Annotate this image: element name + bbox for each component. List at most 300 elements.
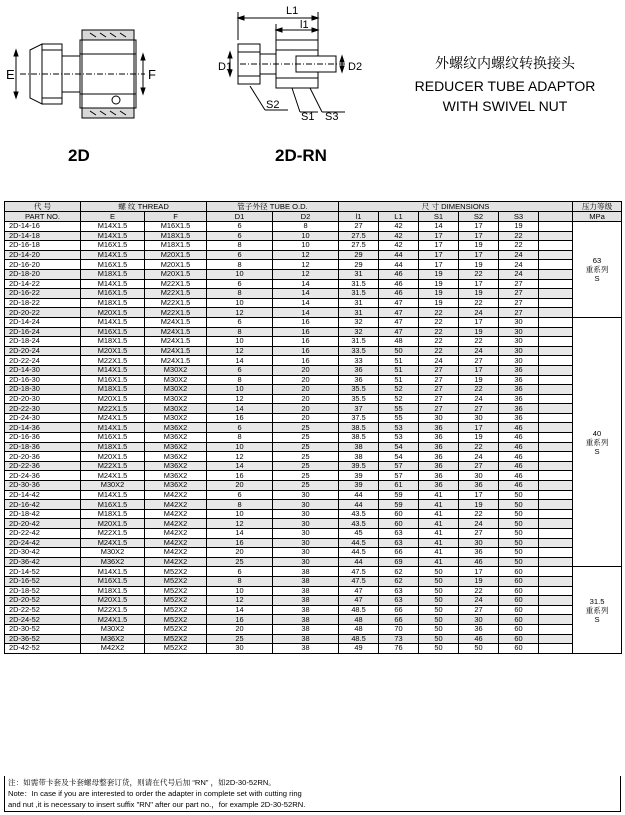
table-cell: 48.5 — [339, 634, 379, 644]
table-row — [5, 442, 622, 452]
table-cell: 46 — [499, 452, 539, 462]
blank-cell — [539, 461, 573, 471]
table-cell: 38.5 — [339, 433, 379, 443]
table-cell: 25 — [273, 442, 339, 452]
table-cell: 50 — [499, 490, 539, 500]
header-s2: S2 — [459, 212, 499, 222]
pressure-series: S — [594, 273, 600, 283]
part-number-cell: 2D-20-42 — [5, 519, 81, 529]
table-cell: 30 — [499, 317, 539, 327]
table-cell: 27 — [459, 356, 499, 366]
table-cell: 50 — [499, 548, 539, 558]
blank-cell — [539, 529, 573, 539]
table-cell: 33.5 — [339, 346, 379, 356]
table-cell: 44 — [379, 250, 419, 260]
table-cell: 17 — [419, 231, 459, 241]
table-cell: 27 — [499, 289, 539, 299]
table-cell: M42X2 — [145, 490, 207, 500]
table-cell: M24X1.5 — [145, 337, 207, 347]
table-cell: 57 — [379, 471, 419, 481]
table-row — [5, 356, 622, 366]
table-cell: M18X1.5 — [81, 385, 145, 395]
table-row — [5, 500, 622, 510]
blank-cell — [539, 337, 573, 347]
blank-cell — [539, 250, 573, 260]
table-cell: M22X1.5 — [81, 605, 145, 615]
blank-cell — [539, 404, 573, 414]
blank-cell — [539, 222, 573, 232]
table-cell: 45 — [339, 529, 379, 539]
table-cell: 60 — [499, 567, 539, 577]
blank-cell — [539, 279, 573, 289]
table-cell: M14X1.5 — [81, 490, 145, 500]
table-cell: M30X2 — [145, 385, 207, 395]
table-cell: 14 — [419, 222, 459, 232]
table-cell: 27 — [339, 222, 379, 232]
table-cell: 46 — [379, 269, 419, 279]
table-cell: 59 — [379, 500, 419, 510]
table-cell: M16X1.5 — [81, 375, 145, 385]
table-cell: 29 — [339, 250, 379, 260]
table-cell: 12 — [207, 452, 273, 462]
table-row — [5, 481, 622, 491]
table-cell: 27 — [499, 308, 539, 318]
table-cell: 57 — [379, 461, 419, 471]
table-cell: M52X2 — [145, 596, 207, 606]
table-cell: 54 — [379, 442, 419, 452]
blank-cell — [539, 346, 573, 356]
table-cell: M18X1.5 — [81, 586, 145, 596]
table-cell: 30 — [499, 346, 539, 356]
blank-cell — [539, 576, 573, 586]
table-cell: M14X1.5 — [81, 222, 145, 232]
table-cell: 60 — [499, 586, 539, 596]
table-cell: 10 — [207, 385, 273, 395]
dim-f-label: F — [148, 67, 156, 82]
table-cell: 36 — [499, 413, 539, 423]
blank-cell — [539, 289, 573, 299]
dim-s3-label: S3 — [325, 111, 339, 123]
table-cell: 12 — [207, 394, 273, 404]
table-cell: 27.5 — [339, 231, 379, 241]
table-cell: 36 — [459, 481, 499, 491]
table-cell: M52X2 — [145, 615, 207, 625]
table-cell: 6 — [207, 490, 273, 500]
table-cell: 22 — [459, 269, 499, 279]
table-row — [5, 327, 622, 337]
table-cell: 8 — [207, 500, 273, 510]
table-cell: 42 — [379, 231, 419, 241]
table-cell: M42X2 — [145, 519, 207, 529]
table-cell: 50 — [419, 586, 459, 596]
table-cell: M24X1.5 — [145, 327, 207, 337]
blank-cell — [539, 500, 573, 510]
table-cell: 31.5 — [339, 337, 379, 347]
pressure-series: S — [594, 446, 600, 456]
table-cell: M18X1.5 — [145, 231, 207, 241]
pressure-series: S — [594, 614, 600, 624]
part-number-cell: 2D-20-52 — [5, 596, 81, 606]
part-number-cell: 2D-16-36 — [5, 433, 81, 443]
table-cell: 16 — [273, 317, 339, 327]
table-cell: 19 — [459, 433, 499, 443]
table-cell: 19 — [459, 241, 499, 251]
table-row — [5, 461, 622, 471]
table-cell: 41 — [419, 519, 459, 529]
table-cell: 22 — [419, 317, 459, 327]
table-cell: M20X1.5 — [81, 346, 145, 356]
table-cell: 25 — [207, 634, 273, 644]
table-cell: 53 — [379, 423, 419, 433]
table-cell: 27 — [499, 298, 539, 308]
table-cell: M30X2 — [145, 404, 207, 414]
part-number-cell: 2D-24-42 — [5, 538, 81, 548]
table-cell: 6 — [207, 222, 273, 232]
header-s1: S1 — [419, 212, 459, 222]
header-blank — [539, 212, 573, 222]
table-cell: 22 — [459, 509, 499, 519]
header-d2: D2 — [273, 212, 339, 222]
table-cell: 14 — [273, 289, 339, 299]
table-cell: 38.5 — [339, 423, 379, 433]
table-cell: 36 — [499, 385, 539, 395]
table-cell: 46 — [379, 279, 419, 289]
table-cell: 62 — [379, 567, 419, 577]
table-cell: 22 — [459, 442, 499, 452]
blank-cell — [539, 509, 573, 519]
table-cell: 14 — [207, 529, 273, 539]
table-row — [5, 289, 622, 299]
table-cell: M16X1.5 — [81, 433, 145, 443]
table-cell: 63 — [379, 538, 419, 548]
table-cell: 6 — [207, 231, 273, 241]
blank-cell — [539, 452, 573, 462]
table-cell: 43.5 — [339, 509, 379, 519]
table-cell: 73 — [379, 634, 419, 644]
table-cell: 50 — [419, 615, 459, 625]
part-number-cell: 2D-20-30 — [5, 394, 81, 404]
table-cell: 50 — [379, 346, 419, 356]
blank-cell — [539, 365, 573, 375]
table-cell: M18X1.5 — [81, 442, 145, 452]
table-cell: M22X1.5 — [81, 461, 145, 471]
header-f: F — [145, 212, 207, 222]
table-cell: 31 — [339, 269, 379, 279]
part-number-cell: 2D-30-42 — [5, 548, 81, 558]
table-cell: 19 — [419, 269, 459, 279]
table-cell: M52X2 — [145, 624, 207, 634]
part-number-cell: 2D-14-18 — [5, 231, 81, 241]
table-cell: 19 — [499, 222, 539, 232]
table-cell: 14 — [207, 404, 273, 414]
table-cell: M52X2 — [145, 576, 207, 586]
header-row-1 — [5, 202, 622, 212]
blank-cell — [539, 231, 573, 241]
table-cell: 30 — [459, 413, 499, 423]
table-cell: 17 — [459, 567, 499, 577]
table-cell: 62 — [379, 576, 419, 586]
table-cell: 20 — [273, 385, 339, 395]
table-cell: M14X1.5 — [81, 317, 145, 327]
note-english-line2: and nut ,it is necessary to insert suffix "RN" after our part no.，for example 2D-30-52RN. — [8, 800, 306, 809]
table-cell: 30 — [459, 471, 499, 481]
table-cell: 22 — [499, 241, 539, 251]
table-cell: 16 — [207, 538, 273, 548]
table-cell: 10 — [207, 337, 273, 347]
table-cell: 44 — [339, 557, 379, 567]
table-cell: 24 — [459, 452, 499, 462]
table-cell: 70 — [379, 624, 419, 634]
table-row — [5, 308, 622, 318]
table-cell: M20X1.5 — [145, 250, 207, 260]
table-cell: 17 — [459, 231, 499, 241]
table-cell: M42X2 — [145, 500, 207, 510]
part-number-cell: 2D-24-52 — [5, 615, 81, 625]
part-number-cell: 2D-16-52 — [5, 576, 81, 586]
table-cell: M52X2 — [145, 605, 207, 615]
blank-cell — [539, 260, 573, 270]
table-cell: 47.5 — [339, 567, 379, 577]
table-cell: 50 — [419, 567, 459, 577]
table-cell: 37.5 — [339, 413, 379, 423]
part-number-cell: 2D-42-52 — [5, 644, 81, 654]
table-cell: 10 — [273, 231, 339, 241]
table-cell: 38 — [273, 634, 339, 644]
blank-cell — [539, 490, 573, 500]
table-row — [5, 605, 622, 615]
blank-cell — [539, 615, 573, 625]
part-number-cell: 2D-16-20 — [5, 260, 81, 270]
table-cell: 38 — [273, 567, 339, 577]
table-cell: 60 — [499, 644, 539, 654]
table-cell: M16X1.5 — [81, 289, 145, 299]
table-cell: 54 — [379, 452, 419, 462]
blank-cell — [539, 596, 573, 606]
blank-cell — [539, 586, 573, 596]
table-cell: 50 — [499, 529, 539, 539]
table-cell: M36X2 — [145, 461, 207, 471]
table-cell: 61 — [379, 481, 419, 491]
table-cell: 60 — [379, 509, 419, 519]
table-cell: M42X2 — [81, 644, 145, 654]
table-cell: 16 — [273, 337, 339, 347]
table-cell: 30 — [273, 519, 339, 529]
table-cell: M22X1.5 — [81, 356, 145, 366]
table-cell: 20 — [273, 365, 339, 375]
part-number-cell: 2D-22-42 — [5, 529, 81, 539]
table-cell: 20 — [207, 624, 273, 634]
table-cell: 17 — [459, 365, 499, 375]
table-cell: 30 — [499, 337, 539, 347]
table-cell: 12 — [273, 269, 339, 279]
table-cell: 8 — [207, 241, 273, 251]
table-cell: M52X2 — [145, 634, 207, 644]
table-row — [5, 624, 622, 634]
table-cell: M42X2 — [145, 548, 207, 558]
blank-cell — [539, 442, 573, 452]
table-cell: 52 — [379, 385, 419, 395]
table-cell: 39.5 — [339, 461, 379, 471]
table-row — [5, 596, 622, 606]
table-cell: 36 — [419, 461, 459, 471]
blank-cell — [539, 548, 573, 558]
table-cell: 50 — [419, 605, 459, 615]
table-cell: M36X2 — [81, 634, 145, 644]
table-cell: M18X1.5 — [81, 269, 145, 279]
table-cell: 49 — [339, 644, 379, 654]
table-cell: M36X2 — [145, 481, 207, 491]
table-cell: 6 — [207, 250, 273, 260]
table-cell: 27 — [459, 404, 499, 414]
table-row — [5, 394, 622, 404]
table-cell: 48 — [379, 337, 419, 347]
table-cell: 17 — [419, 250, 459, 260]
table-cell: 17 — [419, 260, 459, 270]
header-e: E — [81, 212, 145, 222]
table-cell: 22 — [459, 337, 499, 347]
table-cell: 60 — [499, 605, 539, 615]
table-cell: 46 — [499, 442, 539, 452]
part-number-cell: 2D-18-52 — [5, 586, 81, 596]
table-cell: M14X1.5 — [81, 231, 145, 241]
table-row — [5, 413, 622, 423]
table-cell: 24 — [459, 346, 499, 356]
table-cell: 32 — [339, 317, 379, 327]
table-row — [5, 519, 622, 529]
table-cell: 43.5 — [339, 519, 379, 529]
pressure-class-cell — [573, 567, 622, 653]
dim-d2-label: D2 — [348, 61, 363, 73]
table-cell: M16X1.5 — [81, 241, 145, 251]
table-cell: 32 — [339, 327, 379, 337]
pressure-cn: 重系列 — [585, 264, 609, 274]
table-cell: 69 — [379, 557, 419, 567]
table-cell: 20 — [273, 404, 339, 414]
table-cell: 14 — [273, 298, 339, 308]
table-cell: 27 — [419, 404, 459, 414]
blank-cell — [539, 644, 573, 654]
table-row — [5, 452, 622, 462]
table-cell: 19 — [419, 289, 459, 299]
table-cell: M20X1.5 — [81, 308, 145, 318]
table-cell: M42X2 — [145, 509, 207, 519]
table-cell: 39 — [339, 471, 379, 481]
table-cell: M20X1.5 — [81, 394, 145, 404]
table-row — [5, 576, 622, 586]
table-cell: M24X1.5 — [145, 356, 207, 366]
table-cell: 55 — [379, 404, 419, 414]
table-cell: 44.5 — [339, 548, 379, 558]
table-cell: 10 — [207, 298, 273, 308]
table-cell: 31.5 — [339, 289, 379, 299]
table-cell: 10 — [207, 442, 273, 452]
table-cell: 36 — [419, 442, 459, 452]
table-cell: 50 — [419, 596, 459, 606]
table-cell: 17 — [459, 317, 499, 327]
table-cell: 30 — [459, 538, 499, 548]
table-cell: 38 — [273, 586, 339, 596]
table-cell: 47.5 — [339, 576, 379, 586]
table-cell: 50 — [499, 519, 539, 529]
part-number-cell: 2D-14-16 — [5, 222, 81, 232]
table-cell: 29 — [339, 260, 379, 270]
table-cell: M16X1.5 — [81, 500, 145, 510]
table-cell: 16 — [207, 471, 273, 481]
table-cell: M36X2 — [145, 433, 207, 443]
table-cell: M30X2 — [145, 365, 207, 375]
blank-cell — [539, 605, 573, 615]
table-cell: 60 — [499, 615, 539, 625]
table-cell: 17 — [459, 222, 499, 232]
table-cell: 14 — [207, 356, 273, 366]
table-cell: 50 — [459, 644, 499, 654]
table-cell: 22 — [459, 298, 499, 308]
table-cell: 16 — [273, 327, 339, 337]
table-cell: 19 — [419, 279, 459, 289]
table-cell: 46 — [499, 433, 539, 443]
table-cell: 19 — [459, 576, 499, 586]
table-cell: M24X1.5 — [81, 471, 145, 481]
table-cell: 20 — [273, 375, 339, 385]
pressure-value: 40 — [592, 428, 602, 438]
table-cell: 25 — [273, 481, 339, 491]
part-number-cell: 2D-16-22 — [5, 289, 81, 299]
table-cell: 8 — [207, 433, 273, 443]
table-row — [5, 586, 622, 596]
header-part-cn: 代 号 — [5, 202, 81, 212]
blank-cell — [539, 394, 573, 404]
table-cell: M14X1.5 — [81, 250, 145, 260]
table-cell: 31.5 — [339, 279, 379, 289]
table-cell: 27.5 — [339, 241, 379, 251]
table-row — [5, 375, 622, 385]
table-cell: 46 — [499, 471, 539, 481]
table-cell: M20X1.5 — [81, 519, 145, 529]
table-cell: 16 — [273, 356, 339, 366]
table-cell: M52X2 — [145, 586, 207, 596]
table-cell: 46 — [379, 289, 419, 299]
table-cell: 51 — [379, 356, 419, 366]
table-cell: 39 — [339, 481, 379, 491]
dim-s2-label: S2 — [266, 99, 280, 111]
table-cell: 25 — [273, 461, 339, 471]
table-cell: 8 — [207, 576, 273, 586]
table-row — [5, 241, 622, 251]
table-cell: 22 — [419, 308, 459, 318]
dim-d1-label: D1 — [218, 61, 233, 73]
table-cell: 33 — [339, 356, 379, 366]
table-cell: M52X2 — [145, 567, 207, 577]
table-cell: 27 — [499, 279, 539, 289]
table-cell: 19 — [459, 289, 499, 299]
table-cell: 22 — [459, 586, 499, 596]
table-cell: 16 — [273, 346, 339, 356]
table-cell: M24X1.5 — [145, 346, 207, 356]
table-row — [5, 317, 622, 327]
header-d1: D1 — [207, 212, 273, 222]
table-cell: 41 — [419, 500, 459, 510]
table-cell: 41 — [419, 538, 459, 548]
header-thread: 螺 纹 THREAD — [81, 202, 207, 212]
table-cell: M20X1.5 — [81, 596, 145, 606]
table-row — [5, 404, 622, 414]
title-english-line1: REDUCER TUBE ADAPTOR — [414, 78, 596, 94]
pressure-value: 31.5 — [589, 596, 605, 606]
table-row — [5, 509, 622, 519]
blank-cell — [539, 375, 573, 385]
table-cell: 60 — [499, 634, 539, 644]
table-cell: M18X1.5 — [145, 241, 207, 251]
